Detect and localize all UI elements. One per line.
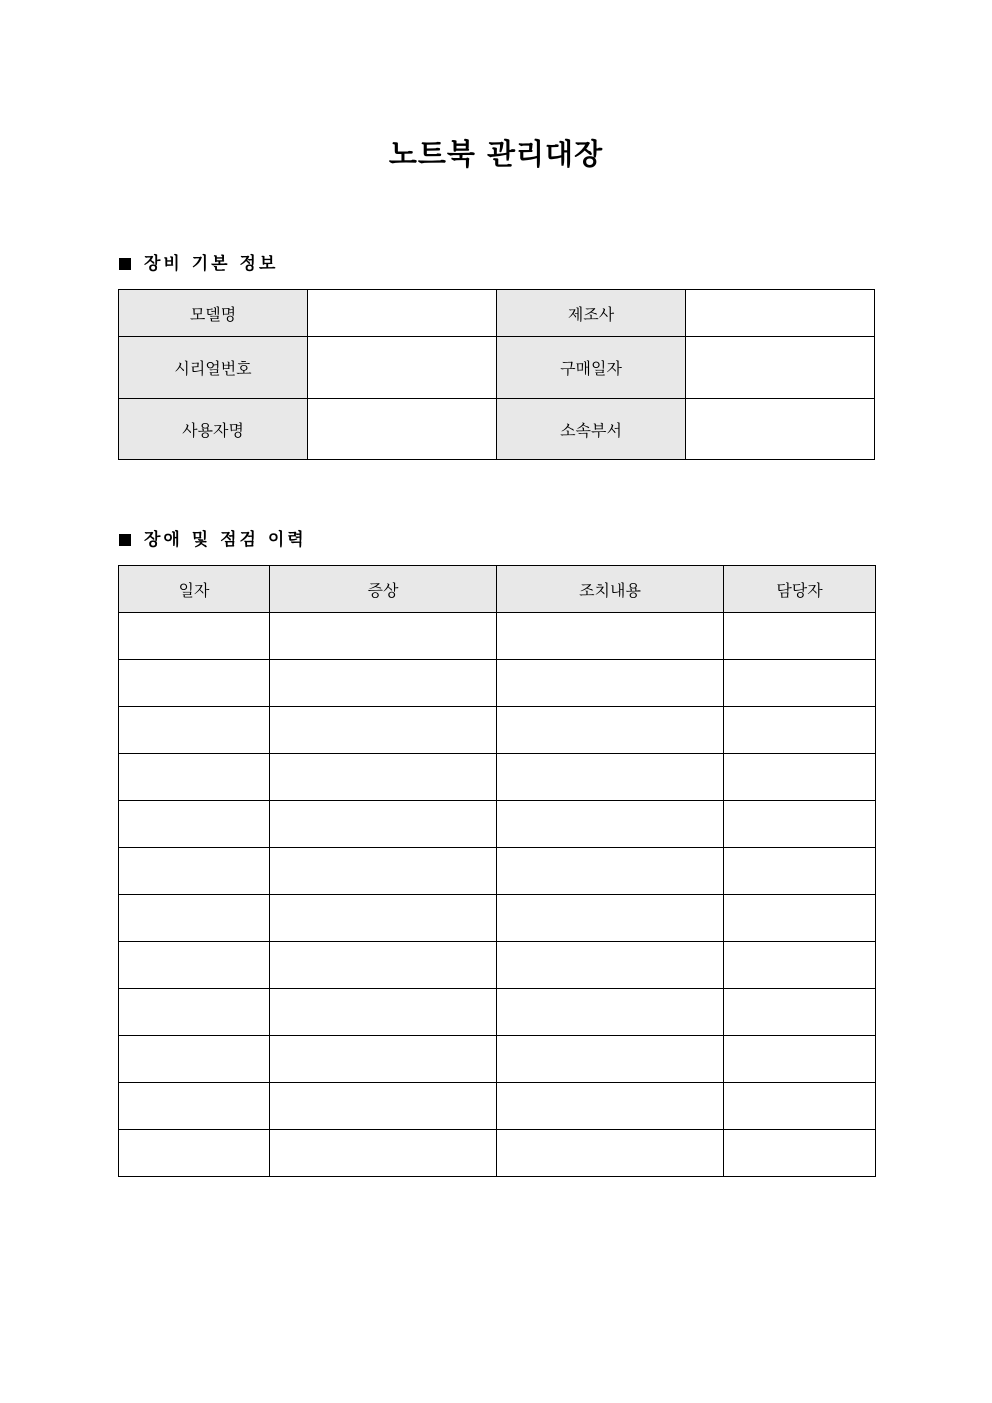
table-row bbox=[119, 1083, 876, 1130]
history-body bbox=[119, 613, 876, 1177]
basic-info-row bbox=[119, 290, 875, 337]
table-row bbox=[119, 707, 876, 754]
action-cell[interactable] bbox=[497, 942, 724, 989]
symptom-cell[interactable] bbox=[270, 895, 497, 942]
action-cell[interactable] bbox=[497, 1083, 724, 1130]
manufacturer-field[interactable] bbox=[686, 290, 875, 337]
column-header-action: 조치내용 bbox=[497, 566, 724, 613]
date-cell[interactable] bbox=[119, 942, 270, 989]
model-name-field[interactable] bbox=[308, 290, 497, 337]
symptom-cell[interactable] bbox=[270, 848, 497, 895]
date-cell[interactable] bbox=[119, 1130, 270, 1177]
manager-cell[interactable] bbox=[724, 1083, 876, 1130]
manufacturer-label: 제조사 bbox=[497, 290, 686, 337]
date-cell[interactable] bbox=[119, 707, 270, 754]
action-cell[interactable] bbox=[497, 754, 724, 801]
manager-cell[interactable] bbox=[724, 613, 876, 660]
table-row bbox=[119, 895, 876, 942]
column-header-manager: 담당자 bbox=[724, 566, 876, 613]
basic-info-heading-text: 장비 기본 정보 bbox=[144, 254, 279, 274]
manager-cell[interactable] bbox=[724, 895, 876, 942]
date-cell[interactable] bbox=[119, 895, 270, 942]
history-header-row bbox=[119, 566, 876, 613]
history-heading bbox=[119, 528, 307, 552]
action-cell[interactable] bbox=[497, 1130, 724, 1177]
date-cell[interactable] bbox=[119, 613, 270, 660]
department-label: 소속부서 bbox=[497, 399, 686, 460]
action-cell[interactable] bbox=[497, 707, 724, 754]
manager-cell[interactable] bbox=[724, 707, 876, 754]
symptom-cell[interactable] bbox=[270, 1036, 497, 1083]
date-cell[interactable] bbox=[119, 848, 270, 895]
manager-cell[interactable] bbox=[724, 801, 876, 848]
user-name-label: 사용자명 bbox=[119, 399, 308, 460]
table-row bbox=[119, 1036, 876, 1083]
department-field[interactable] bbox=[686, 399, 875, 460]
symptom-cell[interactable] bbox=[270, 942, 497, 989]
symptom-cell[interactable] bbox=[270, 1083, 497, 1130]
action-cell[interactable] bbox=[497, 801, 724, 848]
date-cell[interactable] bbox=[119, 660, 270, 707]
action-cell[interactable] bbox=[497, 848, 724, 895]
table-row bbox=[119, 1130, 876, 1177]
serial-number-label: 시리얼번호 bbox=[119, 337, 308, 399]
column-header-date: 일자 bbox=[119, 566, 270, 613]
action-cell[interactable] bbox=[497, 1036, 724, 1083]
table-row bbox=[119, 660, 876, 707]
user-name-field[interactable] bbox=[308, 399, 497, 460]
symptom-cell[interactable] bbox=[270, 1130, 497, 1177]
square-bullet-icon bbox=[119, 258, 131, 270]
manager-cell[interactable] bbox=[724, 660, 876, 707]
symptom-cell[interactable] bbox=[270, 754, 497, 801]
date-cell[interactable] bbox=[119, 1083, 270, 1130]
model-name-label: 모델명 bbox=[119, 290, 308, 337]
symptom-cell[interactable] bbox=[270, 801, 497, 848]
date-cell[interactable] bbox=[119, 801, 270, 848]
symptom-cell[interactable] bbox=[270, 660, 497, 707]
manager-cell[interactable] bbox=[724, 848, 876, 895]
history-heading-text: 장애 및 점검 이력 bbox=[144, 530, 307, 550]
table-row bbox=[119, 801, 876, 848]
action-cell[interactable] bbox=[497, 895, 724, 942]
manager-cell[interactable] bbox=[724, 1130, 876, 1177]
serial-number-field[interactable] bbox=[308, 337, 497, 399]
page-title: 노트북 관리대장 bbox=[388, 137, 604, 171]
manager-cell[interactable] bbox=[724, 1036, 876, 1083]
symptom-cell[interactable] bbox=[270, 613, 497, 660]
table-row bbox=[119, 989, 876, 1036]
table-row bbox=[119, 613, 876, 660]
basic-info-row bbox=[119, 337, 875, 399]
column-header-symptom: 증상 bbox=[270, 566, 497, 613]
action-cell[interactable] bbox=[497, 613, 724, 660]
action-cell[interactable] bbox=[497, 989, 724, 1036]
symptom-cell[interactable] bbox=[270, 989, 497, 1036]
date-cell[interactable] bbox=[119, 754, 270, 801]
manager-cell[interactable] bbox=[724, 942, 876, 989]
date-cell[interactable] bbox=[119, 989, 270, 1036]
basic-info-row bbox=[119, 399, 875, 460]
square-bullet-icon bbox=[119, 534, 131, 546]
manager-cell[interactable] bbox=[724, 754, 876, 801]
table-row bbox=[119, 942, 876, 989]
date-cell[interactable] bbox=[119, 1036, 270, 1083]
manager-cell[interactable] bbox=[724, 989, 876, 1036]
action-cell[interactable] bbox=[497, 660, 724, 707]
symptom-cell[interactable] bbox=[270, 707, 497, 754]
basic-info-table bbox=[118, 289, 875, 460]
purchase-date-label: 구매일자 bbox=[497, 337, 686, 399]
basic-info-heading bbox=[119, 252, 278, 276]
history-table bbox=[118, 565, 876, 1177]
table-row bbox=[119, 754, 876, 801]
purchase-date-field[interactable] bbox=[686, 337, 875, 399]
table-row bbox=[119, 848, 876, 895]
